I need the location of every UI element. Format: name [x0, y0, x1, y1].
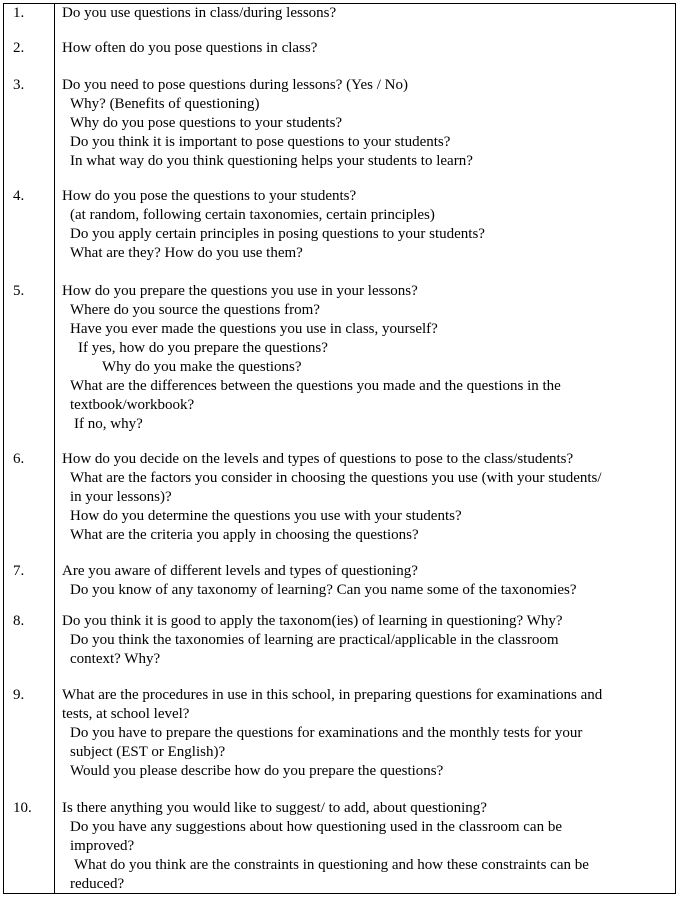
- question-number: 5.: [13, 283, 25, 299]
- question-text: Do you think it is good to apply the taxonom(ies) of learning in questioning? Why?: [62, 613, 563, 629]
- question-number: 2.: [13, 40, 25, 56]
- question-subline: Why do you make the questions?: [102, 359, 302, 375]
- question-subline: (at random, following certain taxonomies, certain principles): [70, 207, 435, 223]
- question-text: How do you pose the questions to your students?: [62, 188, 357, 204]
- question-subline: Do you have any suggestions about how questioning used in the classroom can be: [70, 819, 562, 835]
- question-subline: In what way do you think questioning helps your students to learn?: [70, 153, 473, 169]
- question-text: Are you aware of different levels and types of questioning?: [62, 563, 418, 579]
- question-subline: Do you know of any taxonomy of learning? Can you name some of the taxonomies?: [70, 582, 577, 598]
- question-text: How do you prepare the questions you use in your lessons?: [62, 283, 418, 299]
- question-text: How do you decide on the levels and types of questions to pose to the class/students?: [62, 451, 574, 467]
- question-number: 1.: [13, 5, 25, 21]
- questionnaire-table: [3, 3, 676, 894]
- question-subline: Would you please describe how do you prepare the questions?: [70, 763, 444, 779]
- question-number: 3.: [13, 77, 25, 93]
- number-column: [4, 4, 55, 893]
- question-subline: context? Why?: [70, 651, 161, 667]
- question-number: 4.: [13, 188, 25, 204]
- question-subline: improved?: [70, 838, 135, 854]
- question-number: 6.: [13, 451, 25, 467]
- question-subline: tests, at school level?: [62, 706, 190, 722]
- question-subline: Do you think it is important to pose questions to your students?: [70, 134, 451, 150]
- question-subline: Why? (Benefits of questioning): [70, 96, 260, 112]
- question-number: 7.: [13, 563, 25, 579]
- question-subline: What are they? How do you use them?: [70, 245, 303, 261]
- question-subline: Do you have to prepare the questions for examinations and the monthly tests for your: [70, 725, 583, 741]
- question-subline: textbook/workbook?: [70, 397, 195, 413]
- question-subline: What are the factors you consider in choosing the questions you use (with your students/: [70, 470, 602, 486]
- question-number: 8.: [13, 613, 25, 629]
- question-text: Do you need to pose questions during lessons? (Yes / No): [62, 77, 408, 93]
- question-subline: If yes, how do you prepare the questions?: [78, 340, 328, 356]
- question-subline: subject (EST or English)?: [70, 744, 226, 760]
- question-subline: Where do you source the questions from?: [70, 302, 320, 318]
- question-subline: How do you determine the questions you use with your students?: [70, 508, 462, 524]
- question-subline: Have you ever made the questions you use in class, yourself?: [70, 321, 438, 337]
- question-number: 9.: [13, 687, 25, 703]
- question-subline: Do you think the taxonomies of learning are practical/applicable in the classroom: [70, 632, 559, 648]
- question-subline: in your lessons)?: [70, 489, 172, 505]
- question-subline: Why do you pose questions to your students?: [70, 115, 343, 131]
- question-text: Is there anything you would like to suggest/ to add, about questioning?: [62, 800, 487, 816]
- question-subline: If no, why?: [74, 416, 143, 432]
- question-number: 10.: [13, 800, 32, 816]
- question-text: How often do you pose questions in class?: [62, 40, 318, 56]
- question-subline: reduced?: [70, 876, 125, 892]
- question-text: Do you use questions in class/during lessons?: [62, 5, 337, 21]
- question-subline: Do you apply certain principles in posing questions to your students?: [70, 226, 485, 242]
- question-subline: What do you think are the constraints in questioning and how these constraints can be: [74, 857, 589, 873]
- question-subline: What are the criteria you apply in choosing the questions?: [70, 527, 419, 543]
- question-text: What are the procedures in use in this school, in preparing questions for examinations and: [62, 687, 603, 703]
- question-subline: What are the differences between the questions you made and the questions in the: [70, 378, 561, 394]
